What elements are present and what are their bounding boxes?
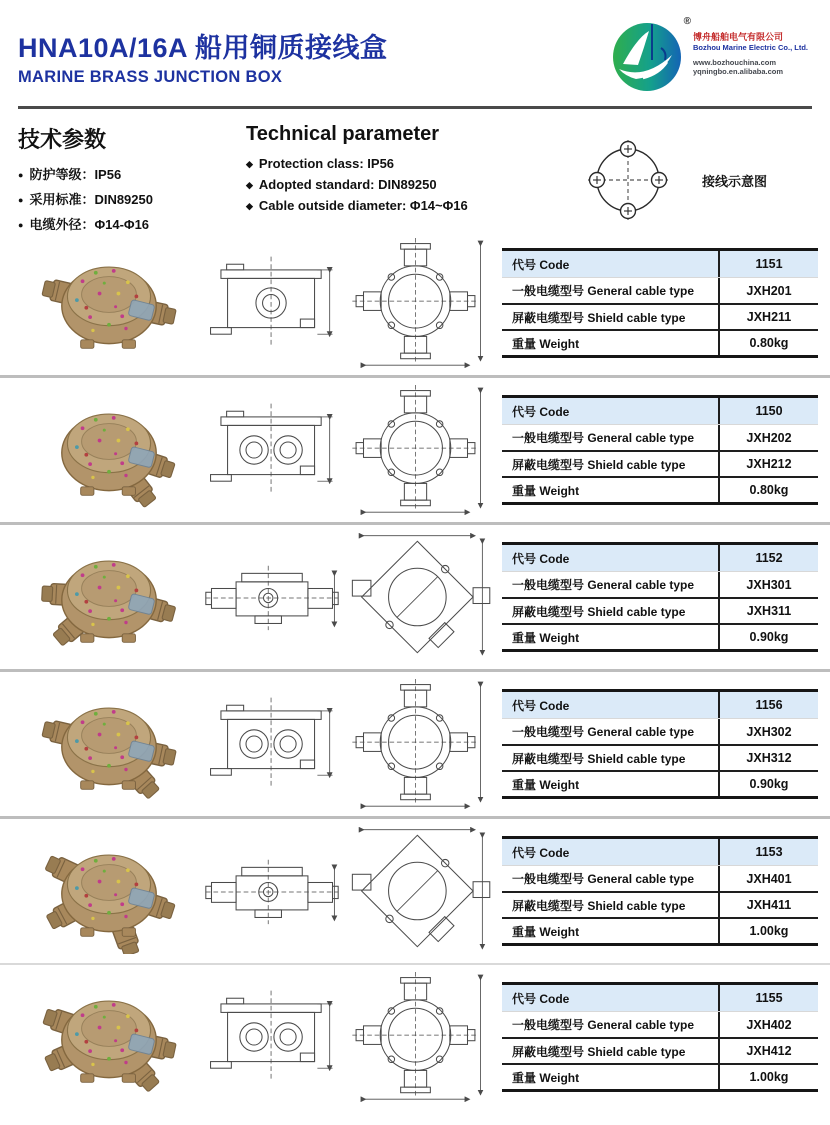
- product-row: [0, 672, 830, 816]
- wiring-diagram-icon: [576, 134, 688, 226]
- side-view: [198, 985, 346, 1089]
- spec-label-code: 代号 Code: [502, 545, 720, 571]
- tech-heading-en: Technical parameter: [246, 123, 440, 145]
- wiring-diagram-block: [576, 123, 767, 231]
- spec-label-general-cable: 一般电缆型号 General cable type: [502, 1012, 720, 1037]
- brand-block: [609, 18, 812, 96]
- product-row: [0, 525, 830, 669]
- top-view: [346, 679, 498, 809]
- spec-value-shield-cable: JXH412: [746, 1044, 792, 1058]
- page-subtitle: MARINE BRASS JUNCTION BOX: [18, 68, 283, 86]
- top-view-drawing: [351, 679, 493, 809]
- product-photo: [20, 681, 198, 807]
- registered-trademark-icon: ®: [683, 16, 691, 27]
- product-photo: [20, 387, 198, 513]
- spec-label-shield-cable: 屏蔽电缆型号 Shield cable type: [502, 305, 720, 329]
- bullet-icon: ◆: [246, 201, 253, 211]
- side-view-drawing: [204, 398, 340, 502]
- spec-label-general-cable: 一般电缆型号 General cable type: [502, 278, 720, 303]
- spec-table: [502, 542, 818, 652]
- spec-value-shield-cable: JXH411: [746, 898, 792, 912]
- tech-params-zh: [18, 123, 246, 231]
- product-photo: [20, 240, 198, 366]
- tech-item-en: ◆ Protection class: IP56: [246, 156, 395, 171]
- spec-value-weight: 0.80kg: [749, 336, 789, 350]
- company-name-en: Bozhou Marine Electric Co., Ltd.: [692, 43, 808, 53]
- top-view-drawing: [351, 826, 493, 956]
- top-view: [346, 826, 498, 956]
- spec-label-shield-cable: 屏蔽电缆型号 Shield cable type: [502, 599, 720, 623]
- spec-label-code: 代号 Code: [502, 398, 720, 424]
- top-view-drawing: [351, 532, 493, 662]
- spec-value-shield-cable: JXH311: [746, 604, 792, 618]
- side-view-drawing: [204, 839, 340, 943]
- bullet-icon: ●: [18, 195, 24, 205]
- spec-table: [502, 395, 818, 505]
- side-view-drawing: [204, 985, 340, 1089]
- technical-parameters-section: [0, 109, 830, 231]
- bullet-icon: ●: [18, 170, 24, 180]
- product-photo: [20, 534, 198, 660]
- side-view: [198, 251, 346, 355]
- spec-value-code: 1156: [755, 698, 783, 712]
- junction-box-photo: [24, 240, 194, 366]
- wiring-diagram-label: 接线示意图: [702, 173, 768, 189]
- spec-value-general-cable: JXH302: [746, 724, 792, 739]
- side-view-drawing: [204, 251, 340, 355]
- spec-label-general-cable: 一般电缆型号 General cable type: [502, 719, 720, 744]
- spec-label-code: 代号 Code: [502, 251, 720, 277]
- side-view: [198, 398, 346, 502]
- bullet-icon: ●: [18, 220, 24, 230]
- company-website: www.bozhouchina.com: [692, 57, 777, 67]
- side-view-drawing: [204, 692, 340, 796]
- company-name-zh: 博舟船舶电气有限公司: [692, 32, 783, 42]
- spec-table: [502, 248, 818, 358]
- spec-value-code: 1153: [755, 845, 783, 859]
- spec-value-weight: 1.00kg: [749, 1070, 789, 1084]
- product-row: [0, 819, 830, 963]
- spec-label-shield-cable: 屏蔽电缆型号 Shield cable type: [502, 1039, 720, 1063]
- tech-item-en: ◆ Cable outside diameter: Φ14~Φ16: [246, 198, 468, 213]
- spec-value-shield-cable: JXH211: [746, 310, 792, 324]
- product-photo: [20, 828, 198, 954]
- side-view: [198, 545, 346, 649]
- product-row: [0, 231, 830, 375]
- spec-value-weight: 0.90kg: [749, 630, 789, 644]
- junction-box-photo: [24, 828, 194, 954]
- page-title: HNA10A/16A 船用铜质接线盒: [18, 33, 388, 63]
- spec-label-general-cable: 一般电缆型号 General cable type: [502, 866, 720, 891]
- spec-value-weight: 0.90kg: [749, 777, 789, 791]
- spec-value-general-cable: JXH201: [746, 283, 792, 298]
- top-view: [346, 532, 498, 662]
- junction-box-photo: [24, 534, 194, 660]
- spec-label-code: 代号 Code: [502, 839, 720, 865]
- company-logo-icon: [609, 16, 691, 96]
- spec-table: [502, 982, 818, 1092]
- top-view: [346, 238, 498, 368]
- spec-label-shield-cable: 屏蔽电缆型号 Shield cable type: [502, 746, 720, 770]
- tech-item-zh: ● 采用标准：DIN89250: [18, 192, 153, 207]
- tech-heading-zh: 技术参数: [18, 127, 107, 152]
- side-view-drawing: [204, 545, 340, 649]
- spec-value-general-cable: JXH401: [746, 871, 792, 886]
- top-view-drawing: [351, 238, 493, 368]
- tech-params-en: [246, 123, 546, 231]
- spec-label-code: 代号 Code: [502, 985, 720, 1011]
- junction-box-photo: [24, 681, 194, 807]
- spec-label-weight: 重量 Weight: [502, 625, 720, 649]
- spec-table: [502, 836, 818, 946]
- spec-label-weight: 重量 Weight: [502, 919, 720, 943]
- tech-item-en: ◆ Adopted standard: DIN89250: [246, 177, 437, 192]
- spec-label-weight: 重量 Weight: [502, 331, 720, 355]
- junction-box-photo: [24, 387, 194, 513]
- spec-value-weight: 0.80kg: [749, 483, 789, 497]
- spec-label-general-cable: 一般电缆型号 General cable type: [502, 572, 720, 597]
- spec-value-general-cable: JXH402: [746, 1017, 792, 1032]
- spec-value-shield-cable: JXH212: [746, 457, 792, 471]
- spec-value-code: 1152: [755, 551, 783, 565]
- spec-label-general-cable: 一般电缆型号 General cable type: [502, 425, 720, 450]
- spec-table: [502, 689, 818, 799]
- spec-label-shield-cable: 屏蔽电缆型号 Shield cable type: [502, 893, 720, 917]
- company-text-block: [693, 18, 808, 76]
- top-view: [346, 385, 498, 515]
- side-view: [198, 839, 346, 943]
- spec-value-general-cable: JXH202: [746, 430, 792, 445]
- junction-box-photo: [24, 974, 194, 1100]
- spec-value-code: 1150: [755, 404, 783, 418]
- company-alibaba-url: yqningbo.en.alibaba.com: [692, 67, 783, 76]
- product-row: [0, 378, 830, 522]
- spec-label-code: 代号 Code: [502, 692, 720, 718]
- bullet-icon: ◆: [246, 180, 253, 190]
- spec-value-general-cable: JXH301: [746, 577, 792, 592]
- tech-item-zh: ● 电缆外径：Φ14-Φ16: [18, 217, 150, 232]
- top-view: [346, 972, 498, 1102]
- spec-label-weight: 重量 Weight: [502, 772, 720, 796]
- tech-item-zh: ● 防护等级：IP56: [18, 167, 122, 182]
- spec-label-weight: 重量 Weight: [502, 1065, 720, 1089]
- page-header: [0, 0, 830, 96]
- spec-label-weight: 重量 Weight: [502, 478, 720, 502]
- product-row: [0, 965, 830, 1109]
- product-photo: [20, 974, 198, 1100]
- top-view-drawing: [351, 972, 493, 1102]
- top-view-drawing: [351, 385, 493, 515]
- title-block: [18, 18, 388, 87]
- side-view: [198, 692, 346, 796]
- bullet-icon: ◆: [246, 159, 253, 169]
- spec-value-shield-cable: JXH312: [746, 751, 792, 765]
- spec-value-code: 1151: [755, 257, 783, 271]
- spec-value-code: 1155: [755, 991, 783, 1005]
- spec-value-weight: 1.00kg: [749, 924, 789, 938]
- spec-label-shield-cable: 屏蔽电缆型号 Shield cable type: [502, 452, 720, 476]
